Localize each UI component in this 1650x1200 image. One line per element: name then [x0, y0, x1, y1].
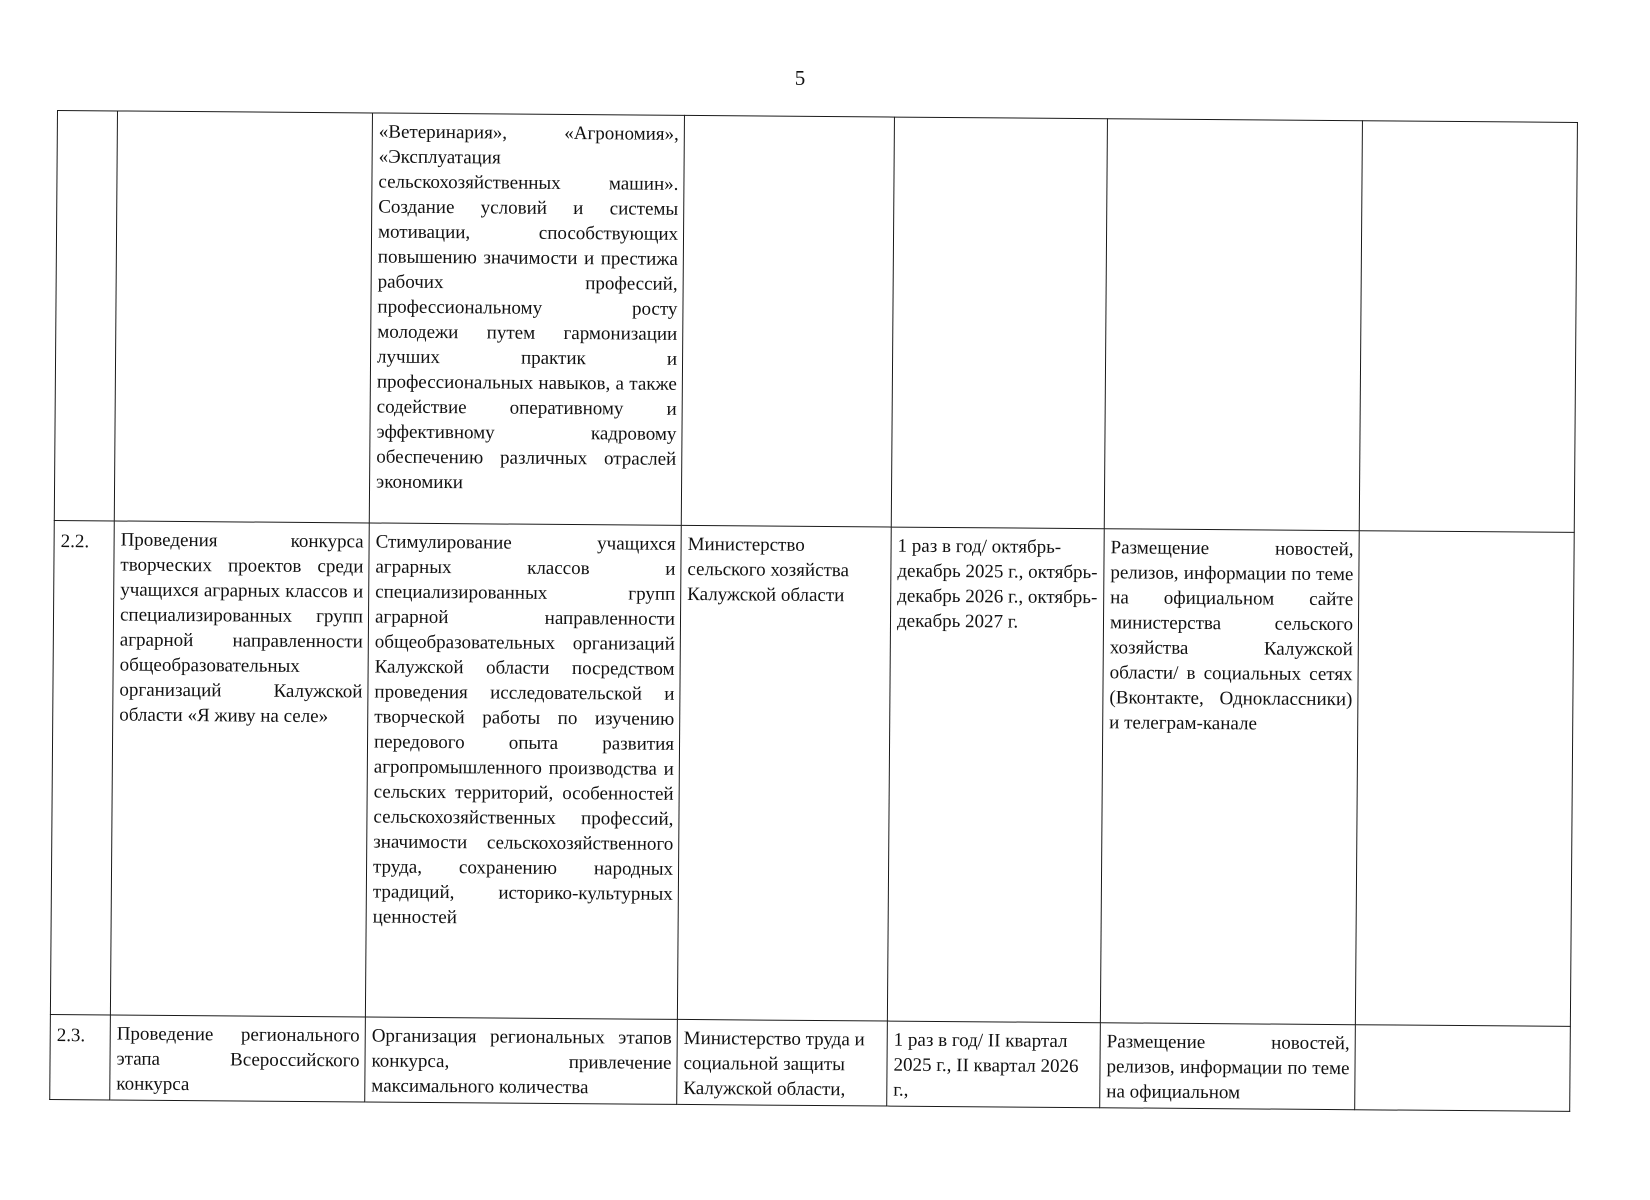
timing-cell: 1 раз в год/ II квартал 2025 г., II квартал 2026 г., — [887, 1021, 1101, 1108]
event-cell: Проведения конкурса творческих проектов среди учащихся аграрных классов и специализированных групп аграрной направленности общеобразовательных организаций Калужской области «Я живу на селе» — [110, 521, 369, 1017]
timing-cell — [891, 117, 1107, 529]
note-cell — [1355, 531, 1574, 1027]
row-number-cell — [54, 111, 117, 521]
info-cell: Размещение новостей, релизов, информации по теме на официальном — [1100, 1023, 1356, 1110]
purpose-cell: Стимулирование учащихся аграрных классов и специализированных групп аграрной направленности общеобразовательных организаций Калужской области посредством проведения исследовательской и творческой работы по изучению передового опыта развития агропромышленного производства и сельских территорий, особенностей сельскохозяйственных профессий, значимости сельскохозяйственного труда, сохранению народных традиций, историко-культурных ценностей — [365, 523, 681, 1019]
purpose-cell: «Ветеринария», «Агрономия», «Эксплуатация сельскохозяйственных машин». Создание условий и системы мотивации, способствующих повышению значимости и престижа рабочих профессий, профессиональному росту молодежи путем гармонизации лучших практик и профессиональных навыков, а также содействие оперативному и эффективному кадровому обеспечению различных отраслей экономики — [369, 113, 684, 525]
responsible-cell — [681, 115, 894, 527]
table-row — [50, 520, 1574, 1026]
page-number: 5 — [794, 66, 806, 90]
measures-table — [49, 110, 1578, 1112]
event-cell — [114, 111, 372, 523]
responsible-cell: Министерство труда и социальной защиты Калужской области, — [677, 1019, 888, 1106]
info-cell — [1104, 119, 1362, 531]
info-cell: Размещение новостей, релизов, информации по теме на официальном сайте министерства сельского хозяйства Калужской области/ в социальных сетях (Вконтакте, Одноклассники) и телеграм-канале — [1100, 529, 1359, 1025]
note-cell — [1359, 121, 1577, 533]
purpose-cell: Организация региональных этапов конкурса, привлечение максимального количества — [365, 1017, 678, 1104]
row-number-cell: 2.2. — [50, 520, 114, 1014]
responsible-cell: Министерство сельского хозяйства Калужской области — [677, 525, 891, 1021]
timing-cell: 1 раз в год/ октябрь-декабрь 2025 г., октябрь-декабрь 2026 г., октябрь-декабрь 2027 г. — [887, 527, 1104, 1023]
event-cell: Проведение регионального этапа Всероссийского конкурса — [110, 1015, 366, 1102]
table-row — [54, 111, 1577, 533]
table-row — [50, 1014, 1571, 1111]
note-cell — [1355, 1025, 1571, 1112]
row-number-cell: 2.3. — [50, 1014, 111, 1099]
